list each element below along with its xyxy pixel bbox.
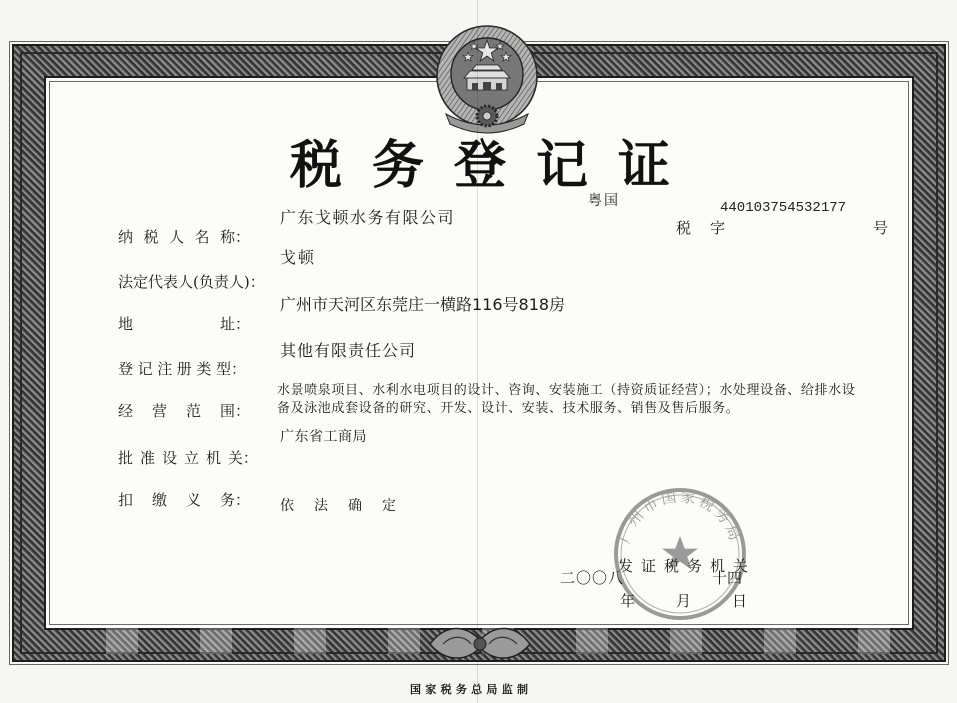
supervision-footer: 国 家 税 务 总 局 监 制 <box>410 683 528 696</box>
registration-type-value: 其他有限责任公司 <box>280 341 417 360</box>
issuing-authority-label: 发 证 税 务 机 关 <box>618 557 748 575</box>
scan-fold-line <box>477 0 478 703</box>
bottom-scroll-ornament <box>425 622 535 666</box>
taxpayer-name-label: 纳 税 人 名 称： <box>118 228 250 246</box>
tax-char: 税 <box>676 219 692 237</box>
registration-type-label: 登 记 注 册 类 型： <box>118 360 246 378</box>
hao-char: 号 <box>873 219 889 237</box>
issue-day: 十四 <box>712 569 743 587</box>
address-label: 地 址： <box>118 315 250 333</box>
business-scope-label: 经 营 范 围： <box>118 402 250 420</box>
business-scope-value: 水景喷泉项目、水利水电项目的设计、咨询、安装施工（持资质证经营）；水处理设备、给排水设备及泳池成套设备的研究、开发、设计、安装、技术服务、销售及售后服务。 <box>277 383 856 416</box>
month-unit: 月 <box>676 592 692 610</box>
approval-authority-label: 批 准 设 立 机 关： <box>118 449 258 467</box>
approval-authority-value: 广东省工商局 <box>280 429 367 445</box>
legal-rep-label: 法定代表人(负责人)： <box>118 273 265 291</box>
year-unit: 年 <box>620 592 636 610</box>
withholding-label: 扣 缴 义 务： <box>118 491 250 509</box>
tax-number: 440103754532177 <box>720 200 847 216</box>
national-emblem-icon <box>432 18 542 138</box>
withholding-value: 依 法 确 定 <box>280 498 396 514</box>
taxpayer-name-value: 广东戈顿水务有限公司 <box>280 208 456 227</box>
zi-char: 字 <box>710 219 726 237</box>
issue-year: 二〇〇八 <box>560 569 625 587</box>
legal-rep-value: 戈顿 <box>280 248 317 267</box>
day-unit: 日 <box>732 592 748 610</box>
seal-text: 广州市国家税务局 <box>614 487 746 546</box>
certificate-title: 税 务 登 记 证 <box>290 135 670 196</box>
authority-prefix: 粤国 <box>588 193 620 209</box>
address-value: 广州市天河区东莞庄一横路116号818房 <box>280 295 566 314</box>
